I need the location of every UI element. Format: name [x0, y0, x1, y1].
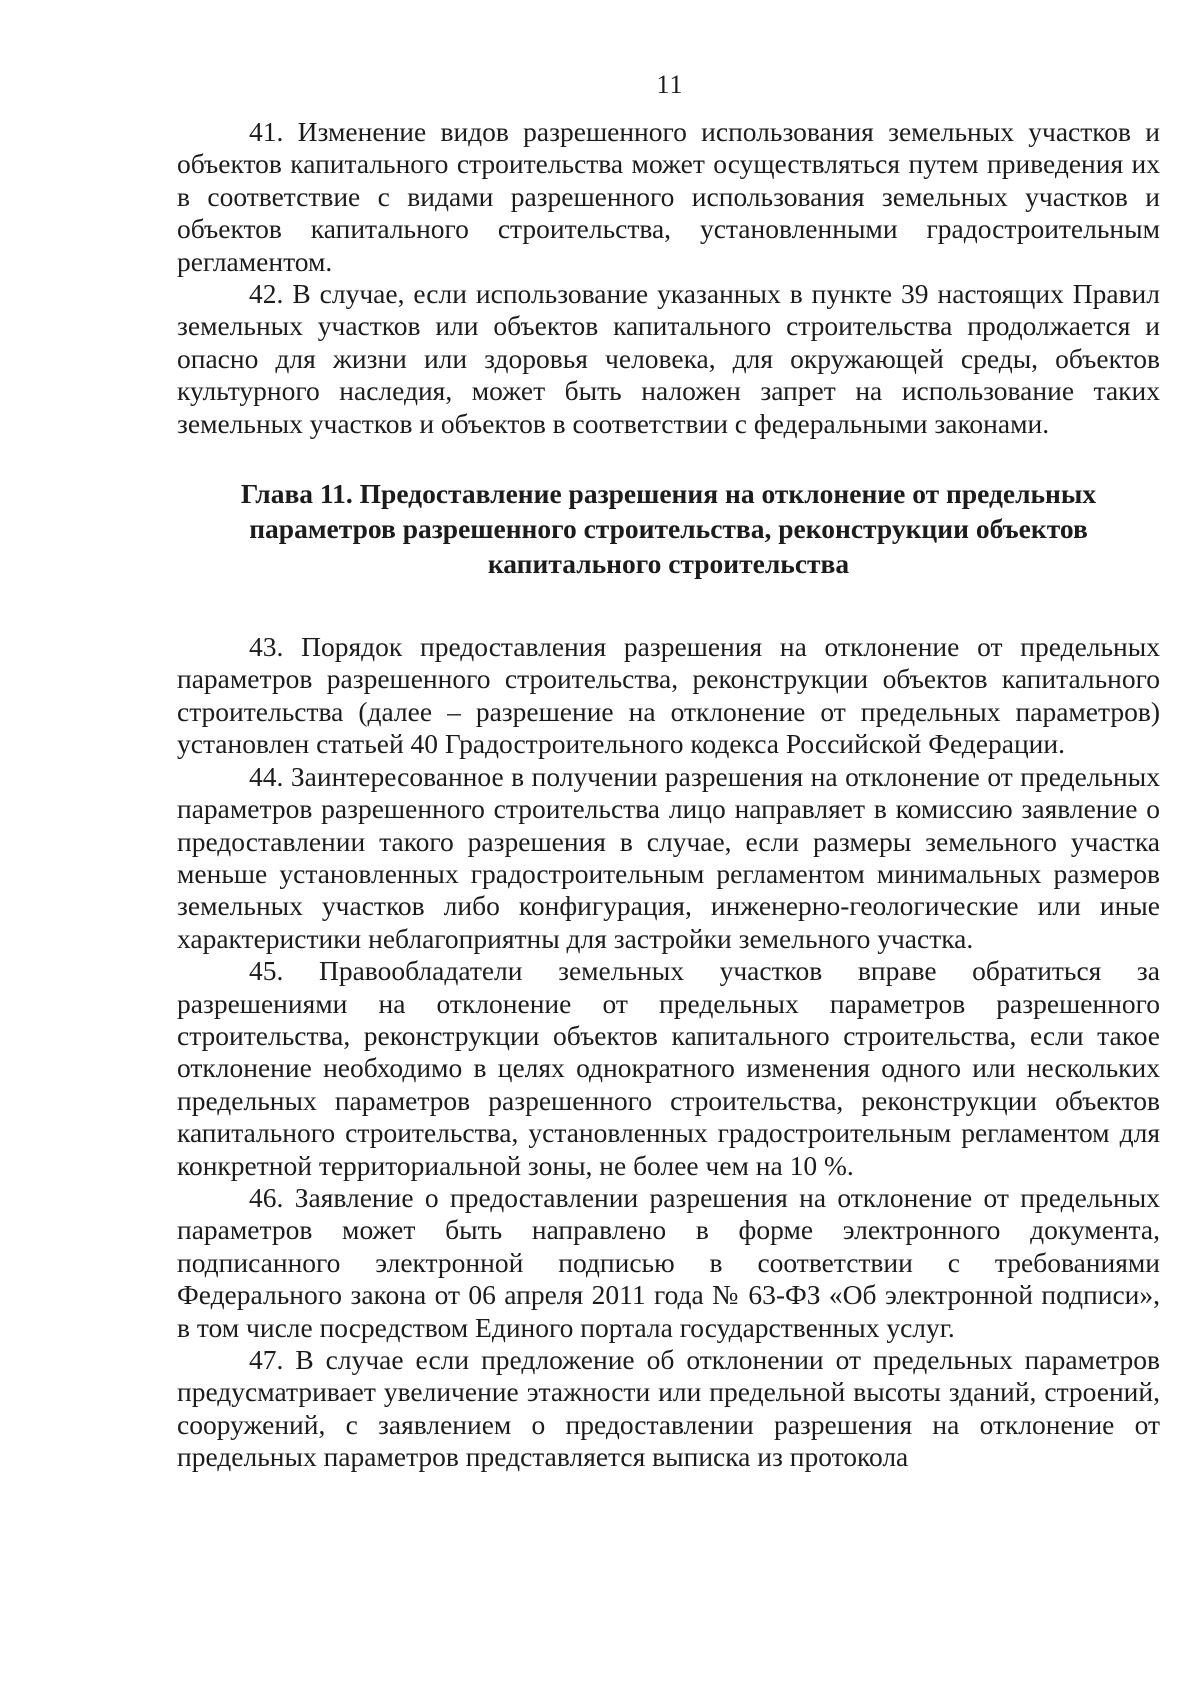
paragraph-41: 41. Изменение видов разрешенного использования земельных участков и объектов капитального строительства может осуществляться путем приведения их в соответствие с видами разрешенного использования земельных участков и объектов капитального строительства, установленными градостроительным регламентом.	[177, 116, 1160, 277]
paragraph-43: 43. Порядок предоставления разрешения на отклонение от предельных параметров разрешенного строительства, реконструкции объектов капитального строительства (далее – разрешение на отклонение от предельных параметров) установлен статьей 40 Градостроительного кодекса Российской Федерации.	[177, 631, 1160, 760]
chapter-heading: Глава 11. Предоставление разрешения на отклонение от предельных параметров разрешенного строительства, реконструкции объектов капитального строительства	[240, 478, 1097, 580]
paragraph-47: 47. В случае если предложение об отклонении от предельных параметров предусматривает увеличение этажности или предельной высоты зданий, строений, сооружений, с заявлением о предоставлении разрешения на отклонение от предельных параметров представляется выписка из протокола	[177, 1344, 1160, 1473]
document-body	[177, 116, 1160, 1474]
paragraph-42: 42. В случае, если использование указанных в пункте 39 настоящих Правил земельных участков или объектов капитального строительства продолжается и опасно для жизни или здоровья человека, для окружающей среды, объектов культурного наследия, может быть наложен запрет на использование таких земельных участков и объектов в соответствии с федеральными законами.	[177, 278, 1160, 439]
paragraph-46: 46. Заявление о предоставлении разрешения на отклонение от предельных параметров может быть направлено в форме электронного документа, подписанного электронной подписью в соответствии с требованиями Федерального закона от 06 апреля 2011 года № 63-ФЗ «Об электронной подписи», в том числе посредством Единого портала государственных услуг.	[177, 1181, 1160, 1343]
paragraph-44: 44. Заинтересованное в получении разрешения на отклонение от предельных параметров разрешенного строительства лицо направляет в комиссию заявление о предоставлении такого разрешения в случае, если размеры земельного участка меньше установленных градостроительным регламентом минимальных размеров земельных участков либо конфигурация, инженерно-геологические или иные характеристики неблагоприятны для застройки земельного участка.	[177, 760, 1160, 954]
paragraph-45: 45. Правообладатели земельных участков вправе обратиться за разрешениями на отклонение от предельных параметров разрешенного строительства, реконструкции объектов капитального строительства, если такое отклонение необходимо в целях однократного изменения одного или нескольких предельных параметров разрешенного строительства, реконструкции объектов капитального строительства, установленных градостроительным регламентом для конкретной территориальной зоны, не более чем на 10 %.	[177, 955, 1160, 1181]
page-number: 11	[656, 70, 684, 99]
